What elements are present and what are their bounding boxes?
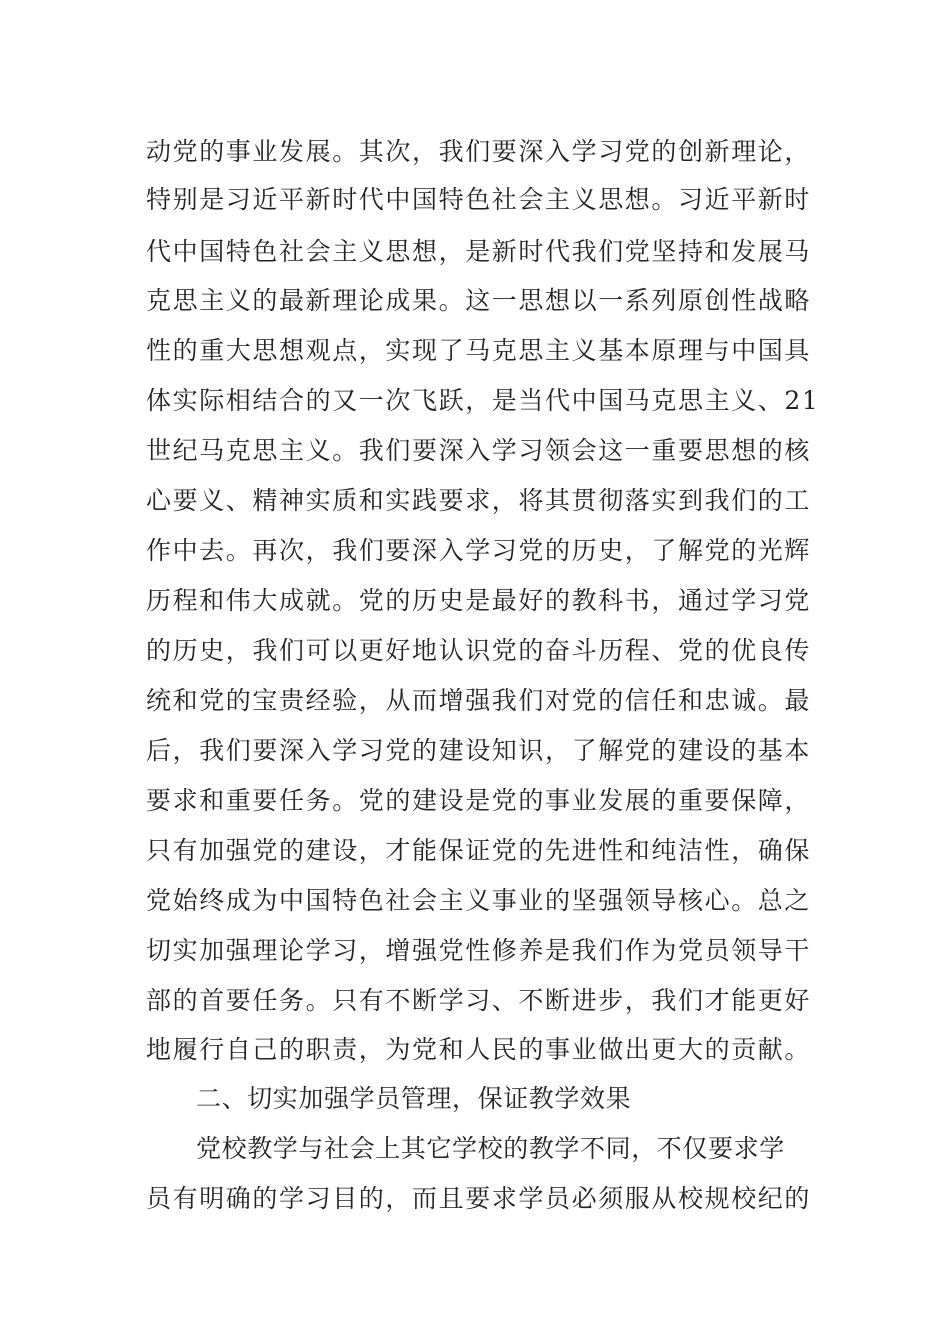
text-line: 党始终成为中国特色社会主义事业的坚强领导核心。总之 (146, 886, 812, 915)
text-line: 切实加强理论学习，增强党性修养是我们作为党员领导干 (146, 936, 812, 965)
text-line: 心要义、精神实质和实践要求，将其贯彻落实到我们的工 (146, 486, 812, 515)
text-line: 体实际相结合的又一次飞跃，是当代中国马克思主义、21 (146, 386, 820, 415)
text-line: 的历史，我们可以更好地认识党的奋斗历程、党的优良传 (146, 636, 812, 665)
text-line: 动党的事业发展。其次，我们要深入学习党的创新理论， (146, 137, 812, 166)
text-line: 部的首要任务。只有不断学习、不断进步，我们才能更好 (146, 986, 812, 1015)
text-line: 世纪马克思主义。我们要深入学习领会这一重要思想的核 (146, 436, 812, 465)
text-line: 后，我们要深入学习党的建设知识，了解党的建设的基本 (146, 736, 812, 765)
text-line: 作中去。再次，我们要深入学习党的历史，了解党的光辉 (146, 536, 812, 565)
paragraph-first-line: 党校教学与社会上其它学校的教学不同，不仅要求学 (196, 1134, 785, 1163)
text-line: 性的重大思想观点，实现了马克思主义基本原理与中国具 (146, 336, 812, 365)
text-line: 代中国特色社会主义思想，是新时代我们党坚持和发展马 (146, 237, 812, 266)
text-line: 只有加强党的建设，才能保证党的先进性和纯洁性，确保 (146, 836, 812, 865)
text-line: 统和党的宝贵经验，从而增强我们对党的信任和忠诚。最 (146, 686, 812, 715)
text-line: 克思主义的最新理论成果。这一思想以一系列原创性战略 (146, 286, 812, 315)
text-line: 要求和重要任务。党的建设是党的事业发展的重要保障， (146, 786, 812, 815)
text-line: 特别是习近平新时代中国特色社会主义思想。习近平新时 (146, 185, 812, 214)
section-heading: 二、切实加强学员管理，保证教学效果 (196, 1084, 632, 1113)
text-line: 历程和伟大成就。党的历史是最好的教科书，通过学习党 (146, 586, 812, 615)
text-line: 地履行自己的职责，为党和人民的事业做出更大的贡献。 (146, 1035, 812, 1064)
text-line: 员有明确的学习目的，而且要求学员必须服从校规校纪的 (146, 1184, 812, 1213)
